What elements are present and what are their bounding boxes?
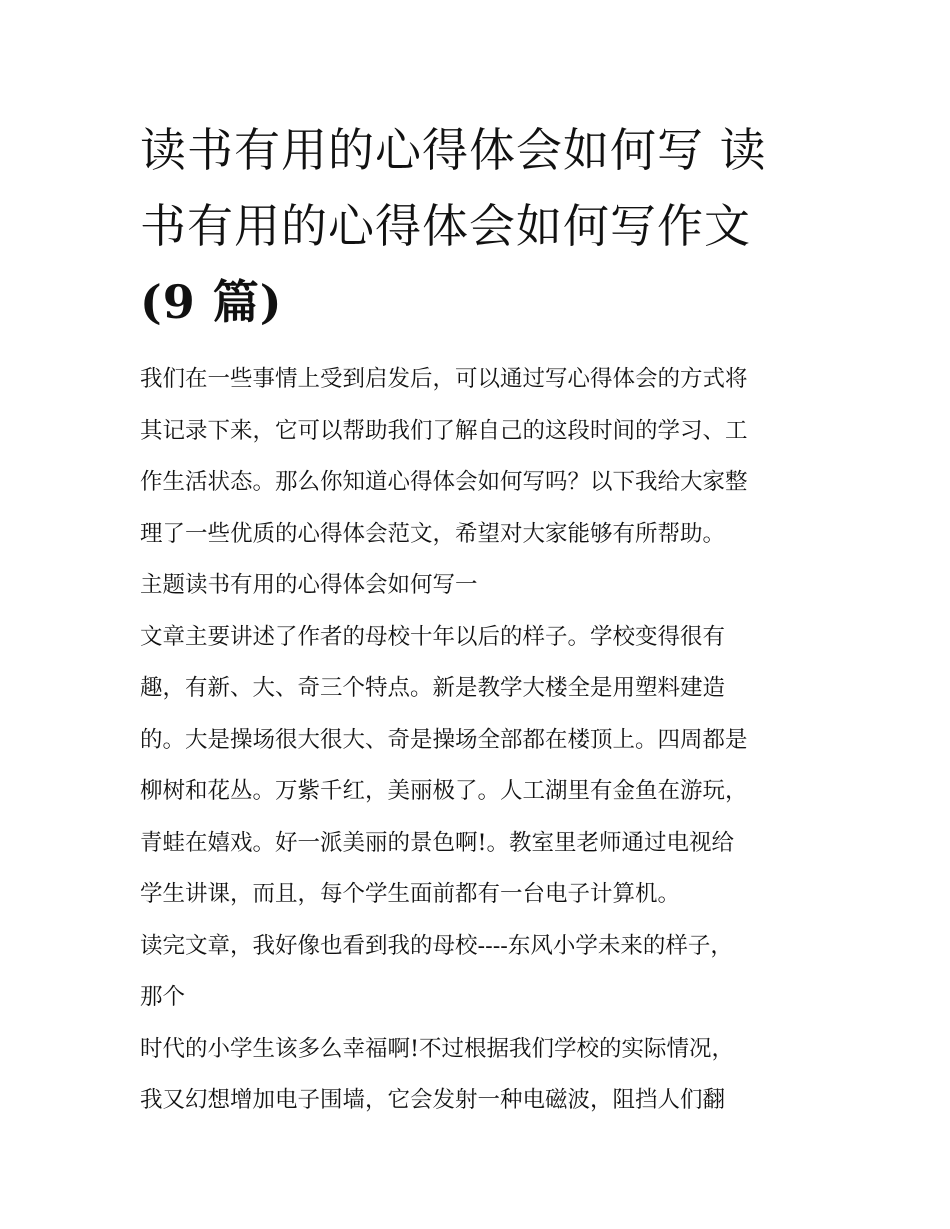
body-line: 学生讲课，而且，每个学生面前都有一台电子计算机。 bbox=[140, 881, 681, 907]
body-line: 文章主要讲述了作者的母校十年以后的样子。学校变得很有 bbox=[140, 623, 726, 650]
body-line: 作生活状态。那么你知道心得体会如何写吗？以下我给大家整 bbox=[140, 469, 748, 495]
body-line: 时代的小学生该多么幸福啊!不过根据我们学校的实际情况， bbox=[140, 1035, 735, 1062]
title-line: (9 篇) bbox=[140, 275, 283, 329]
title-line: 读书有用的心得体会如何写 读 bbox=[140, 123, 767, 177]
body-line: 读完文章，我好像也看到我的母校----东风小学未来的样子， bbox=[140, 932, 733, 959]
body-line: 趣，有新、大、奇三个特点。新是教学大楼全是用塑料建造 bbox=[140, 675, 726, 701]
body-line: 其记录下来，它可以帮助我们了解自己的这段时间的学习、工 bbox=[140, 417, 748, 444]
body-line: 我又幻想增加电子围墙，它会发射一种电磁波，阻挡人们翻 bbox=[140, 1087, 726, 1113]
body-line: 柳树和花丛。万紫千红，美丽极了。人工湖里有金鱼在游玩， bbox=[140, 778, 748, 804]
document-title bbox=[140, 112, 820, 340]
title-line: 书有用的心得体会如何写作文 bbox=[140, 199, 751, 253]
body-line: 的。大是操场很大很大、奇是操场全部都在楼顶上。四周都是 bbox=[140, 726, 748, 753]
body-line: 理了一些优质的心得体会范文，希望对大家能够有所帮助。 bbox=[140, 520, 726, 547]
body-line: 那个 bbox=[140, 984, 186, 1010]
body-line: 青蛙在嬉戏。好一派美丽的景色啊!。教室里老师通过电视给 bbox=[140, 829, 735, 856]
section-heading: 主题读书有用的心得体会如何写一 bbox=[140, 572, 478, 598]
body-line: 我们在一些事情上受到启发后，可以通过写心得体会的方式将 bbox=[140, 366, 748, 392]
document-body bbox=[140, 354, 830, 1127]
